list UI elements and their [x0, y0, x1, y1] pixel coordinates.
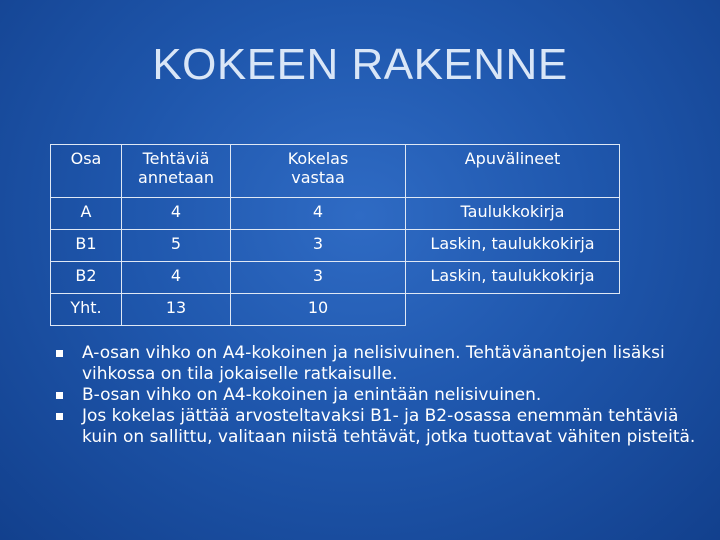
table-cell: Yht. [51, 294, 122, 326]
bullet-square-icon [56, 413, 63, 420]
bullet-square-icon [56, 350, 63, 357]
table-cell: Laskin, taulukkokirja [406, 262, 620, 294]
table-cell: A [51, 198, 122, 230]
list-item [58, 385, 698, 406]
table-cell: Laskin, taulukkokirja [406, 230, 620, 262]
bullet-text: Jos kokelas jättää arvosteltavaksi B1- ja B2-osassa enemmän tehtäviä kuin on sallittu, valitaan niistä tehtävät, jotka tuottavat vähiten pisteitä. [82, 406, 696, 447]
table-row [51, 198, 620, 230]
table-cell: 3 [231, 230, 406, 262]
list-item [58, 343, 698, 385]
bullet-text: A-osan vihko on A4-kokoinen ja nelisivuinen. Tehtävänantojen lisäksi vihkossa on tila jokaiselle ratkaisulle. [82, 343, 665, 384]
header-cell: Apuvälineet [406, 145, 620, 198]
header-cell: Kokelas vastaa [231, 145, 406, 198]
header-cell: Osa [51, 145, 122, 198]
table-cell: 4 [122, 198, 231, 230]
list-item [58, 406, 698, 448]
bullet-text: B-osan vihko on A4-kokoinen ja enintään nelisivuinen. [82, 385, 542, 405]
bullet-list [58, 343, 698, 448]
table-cell: 3 [231, 262, 406, 294]
table-cell: Taulukkokirja [406, 198, 620, 230]
table-cell: B1 [51, 230, 122, 262]
table-header-row [51, 145, 620, 198]
bullet-square-icon [56, 392, 63, 399]
table-total-row [51, 294, 620, 326]
table-cell: 4 [122, 262, 231, 294]
table-cell-empty [406, 294, 620, 326]
table-row [51, 262, 620, 294]
table-cell: B2 [51, 262, 122, 294]
table-cell: 4 [231, 198, 406, 230]
table-cell: 13 [122, 294, 231, 326]
exam-structure-table [50, 144, 620, 326]
table-row [51, 230, 620, 262]
table-cell: 5 [122, 230, 231, 262]
slide-title: KOKEEN RAKENNE [152, 40, 568, 89]
header-cell: Tehtäviä annetaan [122, 145, 231, 198]
table-cell: 10 [231, 294, 406, 326]
